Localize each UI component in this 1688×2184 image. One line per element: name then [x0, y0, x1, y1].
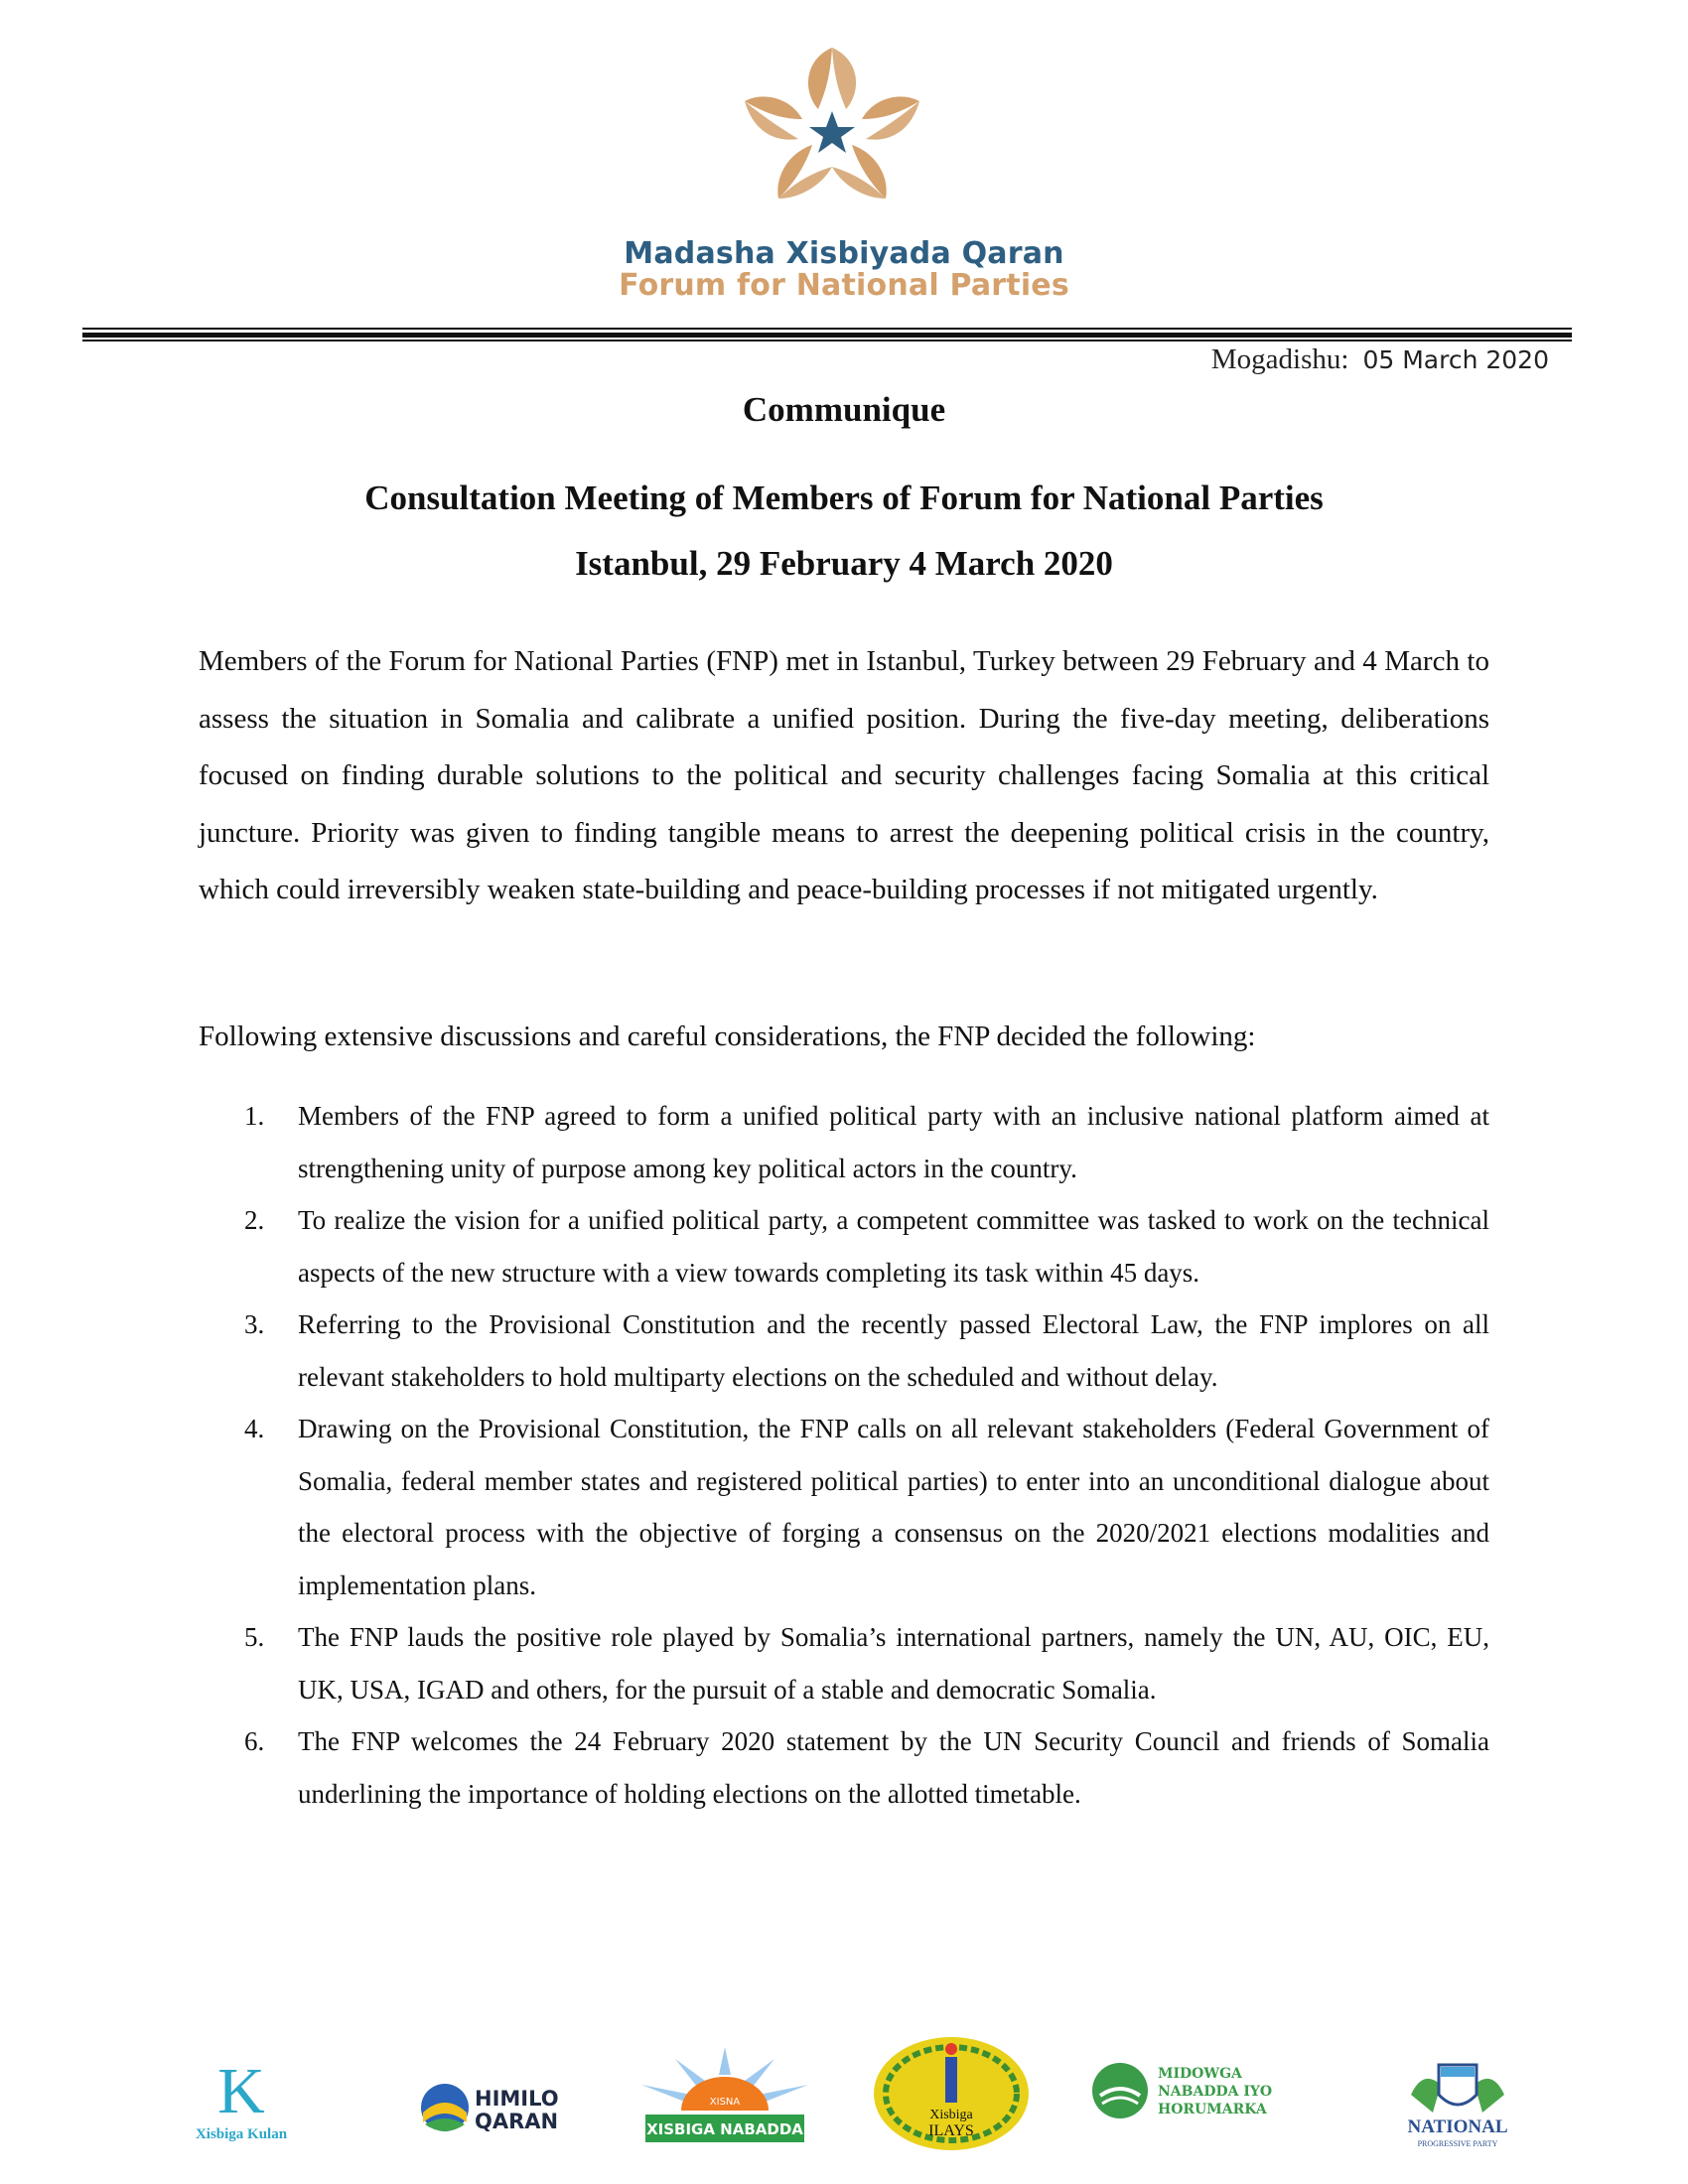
decision-text: The FNP lauds the positive role played by Somalia’s international partners, namely the UN, AU, OIC, EU, UK, USA, IGAD and others, for the pursuit of a stable and democratic Somalia. [298, 1622, 1489, 1705]
svg-text:PROGRESSIVE PARTY: PROGRESSIVE PARTY [1417, 2139, 1498, 2148]
svg-text:Xisbiga Kulan: Xisbiga Kulan [195, 2126, 288, 2142]
decision-number: 5. [244, 1622, 265, 1652]
svg-text:XISBIGA NABADDA: XISBIGA NABADDA [646, 2120, 803, 2138]
meeting-place-dates: Istanbul, 29 February 4 March 2020 [575, 544, 1113, 583]
star-flower-logo-icon [733, 40, 931, 213]
decision-item [199, 1298, 1489, 1403]
meeting-title: Consultation Meeting of Members of Forum for National Parties [364, 478, 1324, 517]
svg-text:Xisbiga: Xisbiga [929, 2108, 973, 2122]
xisbiga-nabadda-logo-icon [635, 2045, 814, 2149]
decision-number: 6. [244, 1726, 265, 1756]
decision-item [199, 1403, 1489, 1611]
dateline [1211, 343, 1549, 376]
org-name-english: Forum for National Parties [619, 268, 1069, 303]
svg-text:K: K [217, 2055, 265, 2127]
national-progressive-party-logo-icon [1393, 2055, 1522, 2154]
decision-number: 3. [244, 1309, 265, 1339]
decision-number: 4. [244, 1414, 265, 1443]
kulan-party-logo-icon [187, 2055, 296, 2144]
document-type-heading: Communique [742, 390, 946, 429]
decisions-lead-paragraph: Following extensive discussions and careful considerations, the FNP decided the following: [199, 1021, 1256, 1052]
decision-text: Drawing on the Provisional Constitution, the FNP calls on all relevant stakeholders (Federal Government of Somalia, federal member states and registered political parties) to enter into an unconditional dialogue about the electoral process with the objective of forging a consensus on the 2020/2021 elections modalities and implementation plans. [298, 1414, 1489, 1600]
decision-item [199, 1090, 1489, 1194]
decision-item [199, 1194, 1489, 1298]
svg-text:MIDOWGA: MIDOWGA [1158, 2066, 1242, 2082]
decision-number: 2. [244, 1205, 265, 1235]
dateline-place: Mogadishu: [1210, 343, 1349, 375]
decision-text: Referring to the Provisional Constitution and the recently passed Electoral Law, the FNP implores on all relevant stakeholders to hold multiparty elections on the scheduled and without delay. [298, 1309, 1489, 1392]
svg-text:HIMILO: HIMILO [475, 2087, 559, 2111]
svg-text:ILAYS: ILAYS [928, 2122, 974, 2139]
intro-paragraph: Members of the Forum for National Parties (FNP) met in Istanbul, Turkey between 29 February and 4 March to assess the situation in Somalia and calibrate a unified position. During the five-day meeting, deliberations focused on finding durable solutions to the political and security challenges facing Somalia at this critical juncture. Priority was given to finding tangible means to arrest the deepening political crisis in the country, which could irreversibly weaken state-building and peace-building processes if not mitigated urgently. [199, 645, 1489, 905]
xisbiga-ilays-logo-icon [872, 2035, 1031, 2152]
svg-text:QARAN: QARAN [475, 2110, 559, 2133]
svg-text:NATIONAL: NATIONAL [1407, 2116, 1508, 2137]
decision-item [199, 1715, 1489, 1820]
decision-text: To realize the vision for a unified political party, a competent committee was tasked to work on the technical aspects of the new structure with a view towards completing its task within 45 days. [298, 1205, 1489, 1288]
midowga-nabadda-logo-icon [1090, 2060, 1289, 2121]
org-name-local: Madasha Xisbiyada Qaran [624, 236, 1064, 271]
svg-text:NABADDA IYO: NABADDA IYO [1158, 2084, 1273, 2100]
decision-item [199, 1611, 1489, 1715]
dateline-date: 05 March 2020 [1362, 345, 1549, 374]
himilo-qaran-logo-icon [419, 2073, 568, 2142]
decision-text: Members of the FNP agreed to form a unified political party with an inclusive national platform aimed at strengthening unity of purpose among key political actors in the country. [298, 1101, 1489, 1183]
decisions-list [199, 1090, 1489, 1820]
decision-text: The FNP welcomes the 24 February 2020 statement by the UN Security Council and friends of Somalia underlining the importance of holding elections on the allotted timetable. [298, 1726, 1489, 1809]
header-divider [82, 328, 1572, 341]
decision-number: 1. [244, 1101, 265, 1131]
svg-text:XISNA: XISNA [709, 2097, 741, 2108]
svg-text:HORUMARKA: HORUMARKA [1158, 2102, 1267, 2117]
